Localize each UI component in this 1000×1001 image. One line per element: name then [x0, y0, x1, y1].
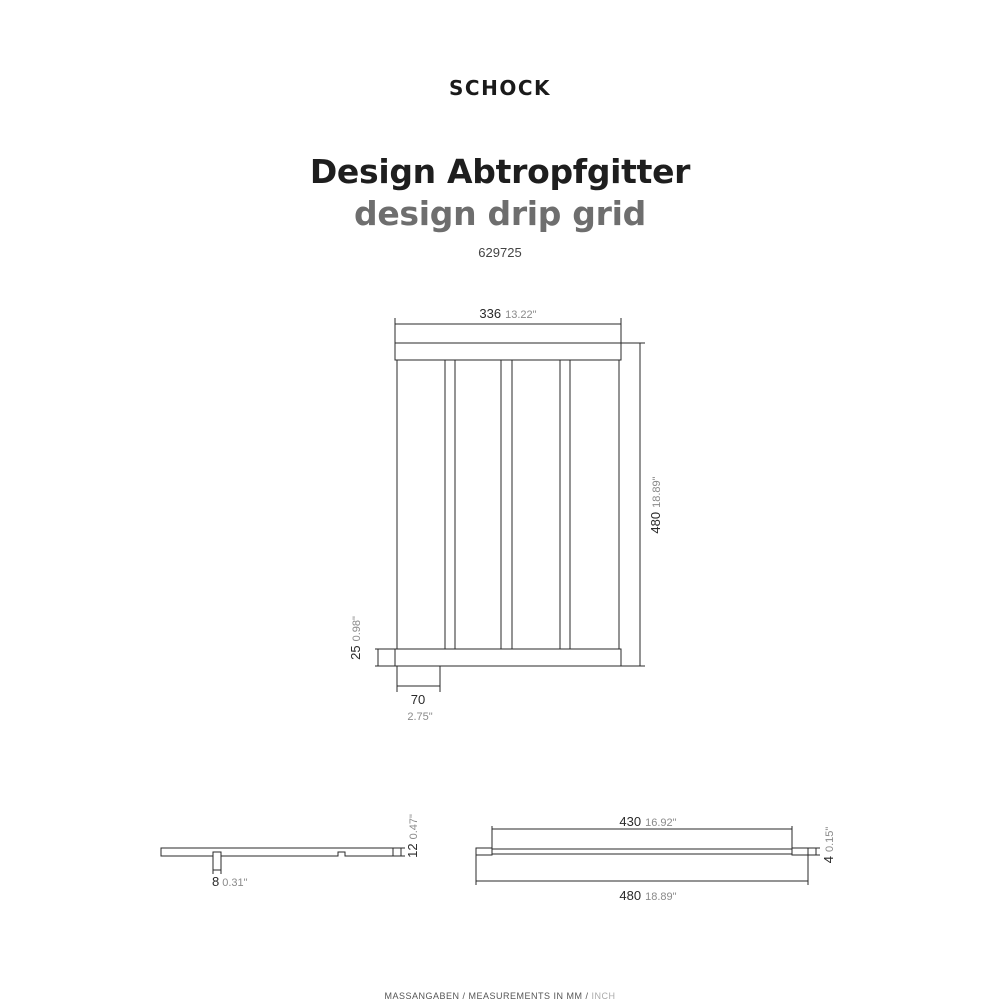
measurement-note-text: MASSANGABEN / MEASUREMENTS IN MM /: [384, 991, 589, 1001]
title-english: design drip grid: [354, 194, 646, 233]
dim-rail-mm: 25: [348, 645, 363, 660]
measurement-note-inch: INCH: [591, 991, 616, 1001]
dim-width-inch: 13.22": [505, 309, 537, 321]
dim-side-thickness-mm: 12: [405, 843, 420, 858]
dim-inner-length: [619, 814, 676, 829]
dim-front-thickness-mm: 4: [821, 856, 836, 864]
dim-width-top: [479, 306, 536, 321]
dim-total-mm: 480: [619, 888, 642, 903]
dim-length-mm: 480: [648, 511, 663, 534]
dim-slot-mm: 70: [410, 692, 426, 707]
dim-total-length: [619, 888, 676, 903]
dim-side-thickness: [405, 814, 420, 858]
dim-front-thickness-inch: 0.15": [824, 826, 836, 853]
dim-inner-inch: 16.92": [645, 817, 677, 829]
top-rail: [395, 343, 621, 360]
dim-notch: [212, 874, 248, 889]
dim-side-thickness-inch: 0.47": [408, 814, 420, 840]
slat: [501, 360, 512, 649]
dim-width-mm: 336: [479, 306, 502, 321]
brand-logo: SCHOCK: [449, 76, 551, 100]
dim-rail-height: [348, 616, 363, 660]
dim-notch-mm: 8: [212, 874, 220, 889]
slat: [560, 360, 570, 649]
front-view: [476, 826, 820, 885]
dim-inner-mm: 430: [619, 814, 642, 829]
side-view: [161, 848, 405, 874]
dim-length-top: [648, 476, 663, 533]
dim-rail-inch: 0.98": [351, 616, 363, 642]
dim-total-inch: 18.89": [645, 891, 677, 903]
top-view: [375, 318, 645, 692]
slat: [445, 360, 455, 649]
article-number: 629725: [478, 245, 522, 260]
dim-front-thickness: [821, 827, 836, 864]
dim-length-inch: 18.89": [651, 476, 663, 508]
title-german: Design Abtropfgitter: [309, 152, 691, 191]
bottom-rail: [395, 649, 621, 666]
dim-notch-inch: 0.31": [222, 877, 248, 889]
dim-slot-inch: 2.75": [407, 711, 433, 723]
